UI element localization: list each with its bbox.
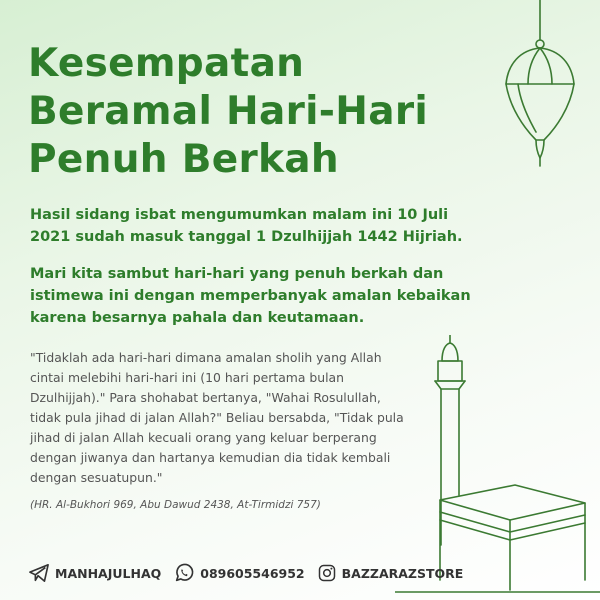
telegram-icon xyxy=(28,563,50,583)
title-line-1: Kesempatan xyxy=(28,41,305,86)
hadith-quote: "Tidaklah ada hari-hari dimana amalan sholih yang Allah cintai melebihi hari-hari ini (10 hari pertama bulan Dzulhijjah)." Para shohabat bertanya, "Wahai Rosulullah, tidak pula jihad di jalan Allah?" Beliau bersabda, "Tidak pula jihad di jalan Allah kecuali orang yang keluar berperang dengan jiwanya dan hartanya kemudian dia tidak kembali dengan sesuatupun." xyxy=(30,350,404,485)
whatsapp-contact[interactable] xyxy=(173,562,304,584)
lantern-illustration xyxy=(490,0,585,170)
whatsapp-icon xyxy=(173,562,195,584)
telegram-label: MANHAJULHAQ xyxy=(55,565,162,581)
contact-footer xyxy=(28,562,475,584)
telegram-contact[interactable] xyxy=(28,563,161,583)
invitation-paragraph: Mari kita sambut hari-hari yang penuh berkah dan istimewa ini dengan memperbanyak amalan kebaikan karena besarnya pahala dan keutamaan. xyxy=(30,266,471,326)
title-line-2: Beramal Hari-Hari xyxy=(28,89,429,134)
title-line-3: Penuh Berkah xyxy=(28,137,339,182)
whatsapp-label: 089605546952 xyxy=(200,565,305,581)
announcement-paragraph: Hasil sidang isbat mengumumkan malam ini 10 Juli 2021 sudah masuk tanggal 1 Dzulhijjah 1442 Hijriah. xyxy=(30,207,463,245)
minaret-kaaba-illustration xyxy=(395,335,600,600)
instagram-label: BAZZARAZSTORE xyxy=(341,565,464,581)
instagram-contact[interactable] xyxy=(317,563,464,583)
hadith-source: (HR. Al-Bukhori 969, Abu Dawud 2438, At-Tirmidzi 757) xyxy=(30,499,321,511)
instagram-icon xyxy=(317,563,337,583)
page-title xyxy=(28,40,428,184)
